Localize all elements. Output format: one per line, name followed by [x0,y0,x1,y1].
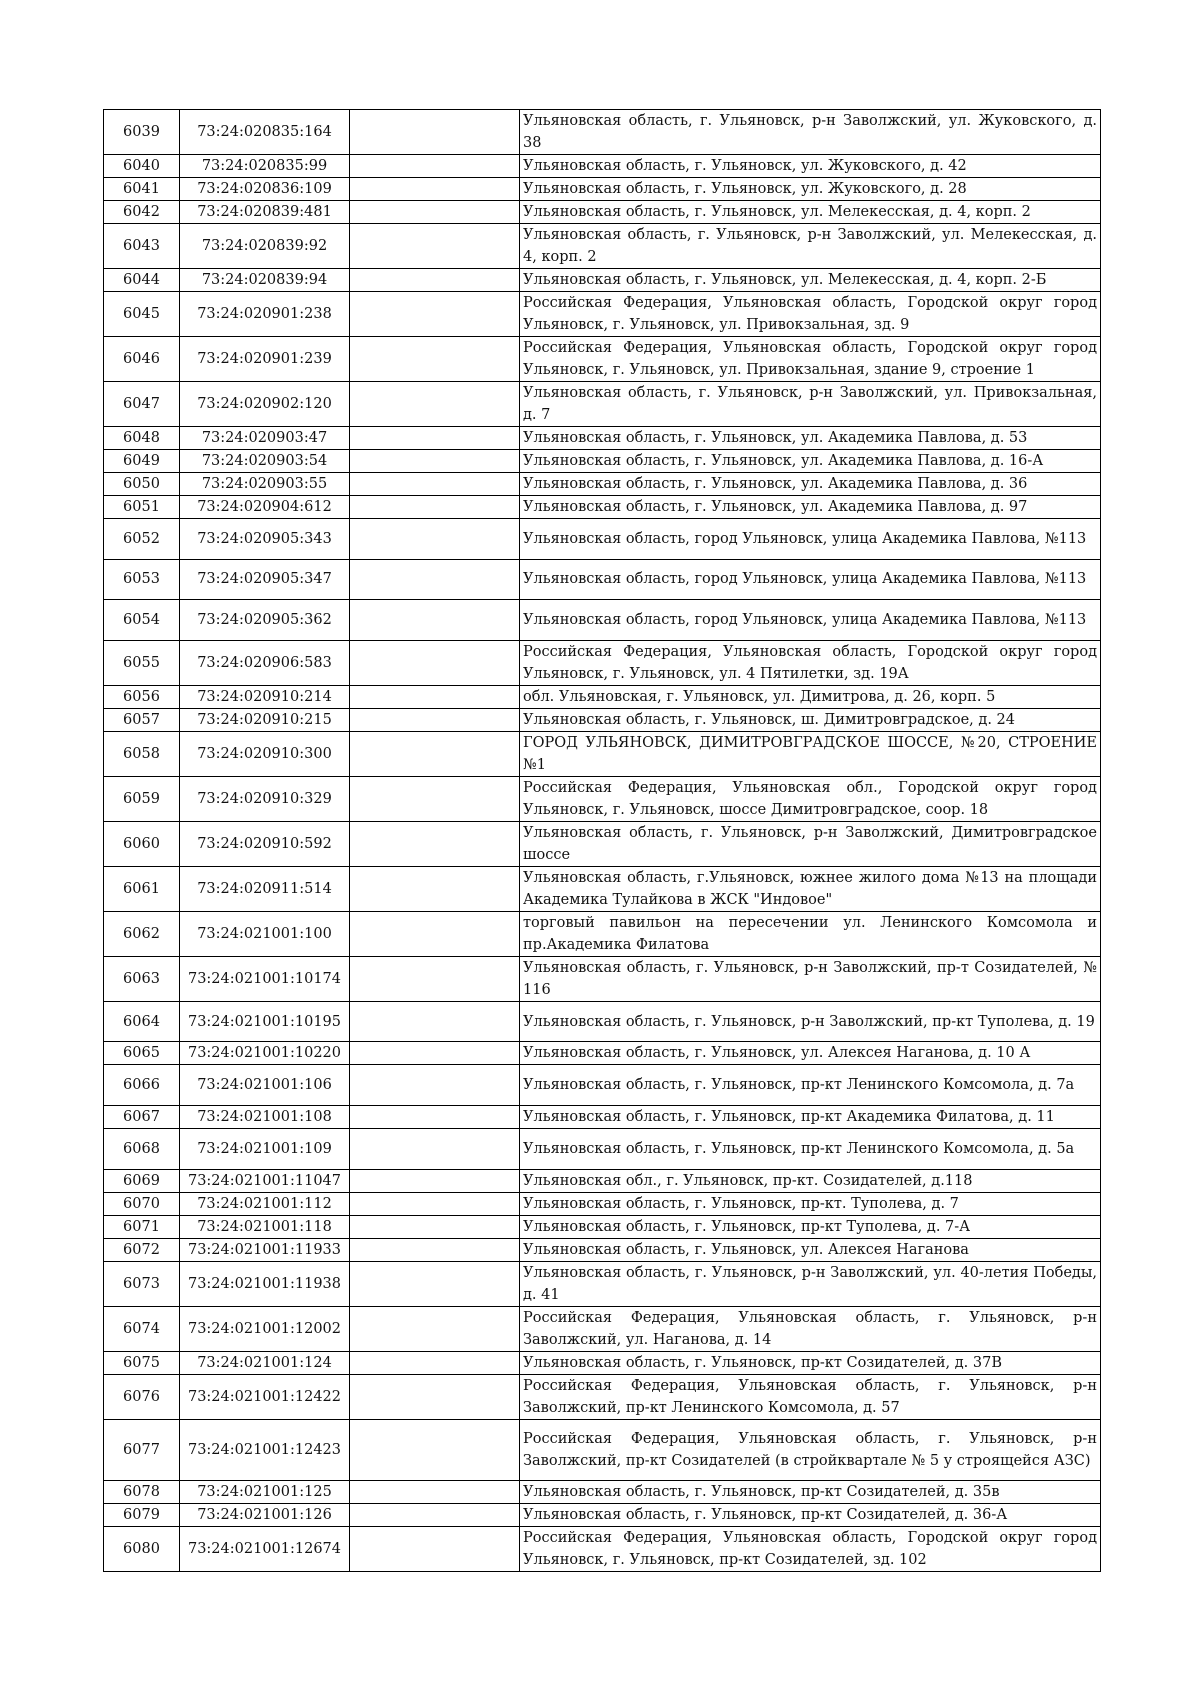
object-name [350,866,520,911]
row-number: 6070 [104,1192,180,1215]
row-number: 6046 [104,337,180,382]
cadastral-table [103,109,1101,1572]
table-row [104,1503,1101,1526]
cadastral-number: 73:24:020839:92 [180,224,350,269]
object-address: Ульяновская область, город Ульяновск, улица Академика Павлова, №113 [520,519,1101,560]
object-name [350,1480,520,1503]
cadastral-number: 73:24:021001:12423 [180,1419,350,1480]
object-name [350,1238,520,1261]
cadastral-number: 73:24:020839:94 [180,269,350,292]
table-row [104,685,1101,708]
object-address: Ульяновская область, г. Ульяновск, пр-кт Созидателей, д. 36-А [520,1503,1101,1526]
row-number: 6056 [104,685,180,708]
row-number: 6058 [104,731,180,776]
row-number: 6079 [104,1503,180,1526]
cadastral-number: 73:24:021001:106 [180,1065,350,1106]
table-row [104,559,1101,600]
object-name [350,1105,520,1128]
row-number: 6075 [104,1351,180,1374]
object-name [350,1261,520,1306]
cadastral-number: 73:24:021001:112 [180,1192,350,1215]
table-row [104,1169,1101,1192]
object-name [350,1526,520,1571]
cadastral-number: 73:24:021001:124 [180,1351,350,1374]
object-address: торговый павильон на пересечении ул. Ленинского Комсомола и пр.Академика Филатова [520,911,1101,956]
row-number: 6054 [104,600,180,641]
object-address: Ульяновская область, г. Ульяновск, р-н Заволжский, ул. Жуковского, д. 38 [520,110,1101,155]
object-name [350,1503,520,1526]
object-address: Ульяновская область, г. Ульяновск, ул. Жуковского, д. 28 [520,178,1101,201]
table-row [104,292,1101,337]
table-row [104,178,1101,201]
object-address: Российская Федерация, Ульяновская область, Городской округ город Ульяновск, г. Ульяновск, ул. Привокзальная, зд. 9 [520,292,1101,337]
table-row [104,1105,1101,1128]
object-address: Российская Федерация, Ульяновская область, г. Ульяновск, р-н Заволжский, ул. Наганова, д. 14 [520,1306,1101,1351]
row-number: 6039 [104,110,180,155]
cadastral-number: 73:24:021001:11938 [180,1261,350,1306]
table-row [104,269,1101,292]
object-name [350,911,520,956]
object-address: Ульяновская область, г. Ульяновск, р-н Заволжский, Димитровградское шоссе [520,821,1101,866]
object-name [350,685,520,708]
row-number: 6077 [104,1419,180,1480]
row-number: 6053 [104,559,180,600]
object-name [350,1306,520,1351]
cadastral-number: 73:24:020904:612 [180,496,350,519]
row-number: 6045 [104,292,180,337]
object-name [350,519,520,560]
object-address: Ульяновская область, г. Ульяновск, р-н Заволжский, ул. 40-летия Победы, д. 41 [520,1261,1101,1306]
object-address: Российская Федерация, Ульяновская область, Городской округ город Ульяновск, г. Ульяновск, ул. 4 Пятилетки, зд. 19А [520,640,1101,685]
table-row [104,1374,1101,1419]
object-name [350,1065,520,1106]
row-number: 6048 [104,427,180,450]
table-row [104,708,1101,731]
row-number: 6061 [104,866,180,911]
cadastral-number: 73:24:021001:12422 [180,1374,350,1419]
object-name [350,337,520,382]
table-row [104,911,1101,956]
object-address: Ульяновская область, г. Ульяновск, ул. Академика Павлова, д. 53 [520,427,1101,450]
cadastral-number: 73:24:020905:343 [180,519,350,560]
row-number: 6072 [104,1238,180,1261]
cadastral-number: 73:24:020903:54 [180,450,350,473]
table-row [104,1419,1101,1480]
object-name [350,1128,520,1169]
table-row [104,1480,1101,1503]
object-name [350,640,520,685]
object-address: Российская Федерация, Ульяновская область, Городской округ город Ульяновск, г. Ульяновск, ул. Привокзальная, здание 9, строение 1 [520,337,1101,382]
object-address: Ульяновская область, г. Ульяновск, пр-кт. Туполева, д. 7 [520,1192,1101,1215]
object-name [350,559,520,600]
table-row [104,1192,1101,1215]
object-address: Ульяновская область, г. Ульяновск, пр-кт Ленинского Комсомола, д. 5а [520,1128,1101,1169]
object-name [350,1419,520,1480]
object-address: Ульяновская область, город Ульяновск, улица Академика Павлова, №113 [520,559,1101,600]
object-name [350,821,520,866]
table-row [104,776,1101,821]
row-number: 6052 [104,519,180,560]
cadastral-number: 73:24:020903:55 [180,473,350,496]
row-number: 6064 [104,1001,180,1042]
table-row [104,110,1101,155]
cadastral-number: 73:24:021001:125 [180,1480,350,1503]
object-name [350,1351,520,1374]
object-address: Ульяновская область, г. Ульяновск, р-н Заволжский, ул. Мелекесская, д. 4, корп. 2 [520,224,1101,269]
row-number: 6078 [104,1480,180,1503]
table-row [104,224,1101,269]
object-name [350,269,520,292]
table-row [104,640,1101,685]
cadastral-number: 73:24:021001:10174 [180,956,350,1001]
cadastral-number: 73:24:020905:347 [180,559,350,600]
table-row [104,519,1101,560]
row-number: 6067 [104,1105,180,1128]
row-number: 6043 [104,224,180,269]
object-name [350,382,520,427]
table-row [104,1001,1101,1042]
cadastral-number: 73:24:020910:214 [180,685,350,708]
table-row [104,1065,1101,1106]
object-name [350,427,520,450]
row-number: 6062 [104,911,180,956]
cadastral-number: 73:24:020906:583 [180,640,350,685]
cadastral-number: 73:24:021001:118 [180,1215,350,1238]
row-number: 6066 [104,1065,180,1106]
cadastral-number: 73:24:021001:126 [180,1503,350,1526]
cadastral-number: 73:24:021001:108 [180,1105,350,1128]
row-number: 6050 [104,473,180,496]
object-name [350,110,520,155]
object-address: Ульяновская область, г. Ульяновск, р-н Заволжский, пр-т Созидателей, № 116 [520,956,1101,1001]
row-number: 6060 [104,821,180,866]
object-address: ГОРОД УЛЬЯНОВСК, ДИМИТРОВГРАДСКОЕ ШОССЕ, №20, СТРОЕНИЕ №1 [520,731,1101,776]
table-row [104,382,1101,427]
table-row [104,1306,1101,1351]
cadastral-number: 73:24:020910:215 [180,708,350,731]
object-address: Ульяновская область, г. Ульяновск, пр-кт Академика Филатова, д. 11 [520,1105,1101,1128]
cadastral-number: 73:24:020910:329 [180,776,350,821]
object-address: Российская Федерация, Ульяновская область, г. Ульяновск, р-н Заволжский, пр-кт Ленинского Комсомола, д. 57 [520,1374,1101,1419]
row-number: 6057 [104,708,180,731]
table-row [104,1526,1101,1571]
cadastral-number: 73:24:020835:99 [180,155,350,178]
cadastral-number: 73:24:021001:11933 [180,1238,350,1261]
object-name [350,708,520,731]
object-name [350,731,520,776]
table-row [104,1238,1101,1261]
cadastral-number: 73:24:021001:109 [180,1128,350,1169]
object-name [350,1192,520,1215]
cadastral-number: 73:24:021001:10220 [180,1042,350,1065]
cadastral-number: 73:24:020835:164 [180,110,350,155]
object-address: обл. Ульяновская, г. Ульяновск, ул. Димитрова, д. 26, корп. 5 [520,685,1101,708]
table-row [104,1128,1101,1169]
row-number: 6069 [104,1169,180,1192]
table-row [104,337,1101,382]
cadastral-number: 73:24:020903:47 [180,427,350,450]
object-address: Ульяновская область, г. Ульяновск, р-н Заволжский, пр-кт Туполева, д. 19 [520,1001,1101,1042]
table-row [104,1351,1101,1374]
object-address: Ульяновская область, г.Ульяновск, южнее жилого дома №13 на площади Академика Тулайкова в ЖСК "Индовое" [520,866,1101,911]
object-address: Ульяновская область, город Ульяновск, улица Академика Павлова, №113 [520,600,1101,641]
object-name [350,292,520,337]
table-body [104,110,1101,1572]
row-number: 6044 [104,269,180,292]
row-number: 6042 [104,201,180,224]
object-name [350,496,520,519]
object-address: Ульяновская область, г. Ульяновск, пр-кт Созидателей, д. 37В [520,1351,1101,1374]
object-address: Ульяновская обл., г. Ульяновск, пр-кт. Созидателей, д.118 [520,1169,1101,1192]
cadastral-number: 73:24:020905:362 [180,600,350,641]
cadastral-number: 73:24:021001:100 [180,911,350,956]
table-row [104,496,1101,519]
object-address: Ульяновская область, г. Ульяновск, пр-кт Туполева, д. 7-А [520,1215,1101,1238]
row-number: 6051 [104,496,180,519]
table-row [104,731,1101,776]
row-number: 6073 [104,1261,180,1306]
row-number: 6065 [104,1042,180,1065]
object-name [350,224,520,269]
cadastral-number: 73:24:020911:514 [180,866,350,911]
table-row [104,1215,1101,1238]
object-name [350,155,520,178]
table-row [104,821,1101,866]
row-number: 6068 [104,1128,180,1169]
table-row [104,1261,1101,1306]
table-row [104,1042,1101,1065]
object-name [350,473,520,496]
object-address: Ульяновская область, г. Ульяновск, р-н Заволжский, ул. Привокзальная, д. 7 [520,382,1101,427]
object-address: Ульяновская область, г. Ульяновск, ул. Академика Павлова, д. 97 [520,496,1101,519]
table-row [104,450,1101,473]
table-row [104,427,1101,450]
object-address: Ульяновская область, г. Ульяновск, ш. Димитровградское, д. 24 [520,708,1101,731]
row-number: 6049 [104,450,180,473]
cadastral-number: 73:24:020910:592 [180,821,350,866]
object-address: Ульяновская область, г. Ульяновск, ул. Мелекесская, д. 4, корп. 2-Б [520,269,1101,292]
object-name [350,776,520,821]
row-number: 6047 [104,382,180,427]
object-name [350,1042,520,1065]
object-name [350,178,520,201]
table-row [104,956,1101,1001]
row-number: 6080 [104,1526,180,1571]
object-address: Российская Федерация, Ульяновская область, Городской округ город Ульяновск, г. Ульяновск, пр-кт Созидателей, зд. 102 [520,1526,1101,1571]
object-name [350,1169,520,1192]
row-number: 6071 [104,1215,180,1238]
object-name [350,450,520,473]
row-number: 6040 [104,155,180,178]
row-number: 6055 [104,640,180,685]
row-number: 6059 [104,776,180,821]
object-address: Ульяновская область, г. Ульяновск, ул. Мелекесская, д. 4, корп. 2 [520,201,1101,224]
table-row [104,201,1101,224]
cadastral-number: 73:24:021001:12674 [180,1526,350,1571]
object-name [350,600,520,641]
cadastral-number: 73:24:021001:11047 [180,1169,350,1192]
cadastral-number: 73:24:020902:120 [180,382,350,427]
row-number: 6041 [104,178,180,201]
cadastral-number: 73:24:020836:109 [180,178,350,201]
table-row [104,600,1101,641]
object-address: Ульяновская область, г. Ульяновск, ул. Академика Павлова, д. 36 [520,473,1101,496]
row-number: 6074 [104,1306,180,1351]
cadastral-number: 73:24:020901:238 [180,292,350,337]
table-row [104,866,1101,911]
table-row [104,155,1101,178]
cadastral-number: 73:24:021001:12002 [180,1306,350,1351]
cadastral-number: 73:24:020910:300 [180,731,350,776]
object-name [350,956,520,1001]
object-address: Ульяновская область, г. Ульяновск, ул. Алексея Наганова, д. 10 А [520,1042,1101,1065]
object-address: Ульяновская область, г. Ульяновск, ул. Алексея Наганова [520,1238,1101,1261]
object-name [350,1215,520,1238]
row-number: 6063 [104,956,180,1001]
object-address: Ульяновская область, г. Ульяновск, ул. Жуковского, д. 42 [520,155,1101,178]
object-address: Ульяновская область, г. Ульяновск, пр-кт Ленинского Комсомола, д. 7а [520,1065,1101,1106]
table-row [104,473,1101,496]
cadastral-number: 73:24:020901:239 [180,337,350,382]
cadastral-number: 73:24:021001:10195 [180,1001,350,1042]
cadastral-number: 73:24:020839:481 [180,201,350,224]
object-address: Ульяновская область, г. Ульяновск, пр-кт Созидателей, д. 35в [520,1480,1101,1503]
object-name [350,1001,520,1042]
object-name [350,201,520,224]
object-address: Российская Федерация, Ульяновская область, г. Ульяновск, р-н Заволжский, пр-кт Созидателей (в стройквартале № 5 у строящейся АЗС) [520,1419,1101,1480]
object-address: Российская Федерация, Ульяновская обл., Городской округ город Ульяновск, г. Ульяновск, шоссе Димитровградское, соор. 18 [520,776,1101,821]
document-page [103,109,1100,1572]
object-address: Ульяновская область, г. Ульяновск, ул. Академика Павлова, д. 16-А [520,450,1101,473]
object-name [350,1374,520,1419]
row-number: 6076 [104,1374,180,1419]
